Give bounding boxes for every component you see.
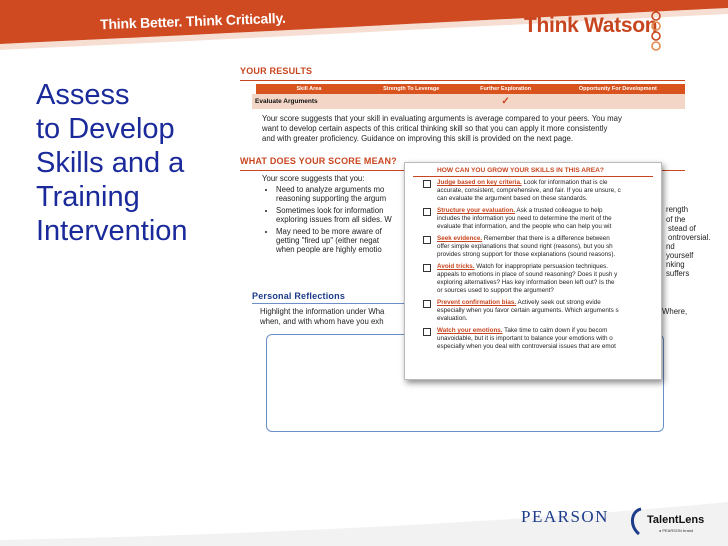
reflections-overflow-text: Where, [662,307,688,316]
divider [240,80,685,81]
tip-item: Prevent confirmation bias. Actively seek out strong evide especially when you favor certain arguments. Which arguments s evaluation. [405,299,661,323]
pearson-logo: PEARSON [521,507,609,526]
list-item: • May need to be more aware of getting "fired up" (either negat when people are highly emotio [276,227,685,254]
list-item: • Need to analyze arguments mo reasoning supporting the argum [276,185,685,203]
footer-band [0,488,728,546]
title-line: Intervention [36,215,188,247]
title-line: Skills and a [36,147,185,179]
checkbox-icon [423,328,431,336]
checkbox-icon [423,208,431,216]
meaning-heading: WHAT DOES YOUR SCORE MEAN? [240,156,397,166]
results-table [252,84,685,109]
title-line: Training [36,181,140,213]
bullet-overflow-text: rength of the [666,205,689,224]
table-header: Further Exploration [461,84,551,94]
exploration-cell: ✓ [461,94,551,109]
brand-name: Think Watson [524,14,658,37]
checkbox-icon [423,264,431,272]
tip-item: Judge based on key criteria. Look for information that is cle accurate, consistent, comprehensive, and fair. If you are unsure, c can evaluate the argument based on these standards. [405,179,661,203]
development-cell [551,94,685,109]
table-row [252,94,685,109]
summary-paragraph [262,114,672,144]
table-header: Opportunity For Development [551,84,685,94]
summary-line: Your score suggests that your skill in evaluating arguments is average compared to your peers. You may [262,114,622,123]
talentlens-subtext: a PEARSON brand [659,528,694,533]
strength-cell [362,94,461,109]
bullet-overflow-text: nd yourself nking suffers [666,242,694,278]
brand-logo-icon [648,10,664,54]
title-line: to Develop [36,113,175,145]
bullet-overflow-text: stead of ontroversial. [668,224,711,242]
slide-title [36,78,226,248]
tip-item: Structure your evaluation. Ask a trusted colleague to help includes the information you need to determine the merit of the evaluate that information, and the people who can help you wit [405,207,661,231]
meaning-intro: Your score suggests that you: [262,174,365,183]
skill-cell: Evaluate Arguments [252,94,362,109]
growth-tips-card [404,162,662,380]
tagline: Think Better. Think Critically. [99,9,286,33]
table-header: Strength To Leverage [362,84,461,94]
table-header: Skill Area [256,84,362,94]
title-line: Assess [36,79,130,111]
summary-line: and with greater proficiency. Guidance on improving this skill is provided on the next page. [262,134,574,143]
table-header-row [252,84,685,94]
summary-line: want to develop certain aspects of this critical thinking skill so that you can apply it more consistently [262,124,608,133]
tip-item: Watch your emotions. Take time to calm down if you becom unavoidable, but it is important to balance your emotions with o especially when you deal with controversial issues that are emot [405,327,661,351]
checkbox-icon [423,300,431,308]
talentlens-name: TalentLens [647,514,705,526]
list-item: • Sometimes look for information exploring issues from all sides. W [276,206,685,224]
checkbox-icon [423,236,431,244]
talentlens-logo-icon [627,506,647,538]
divider [413,176,653,177]
tip-item: Seek evidence. Remember that there is a difference between offer simple explanations that sound right (reasons), but you sh provides strong support for those explanations (sound reasons). [405,235,661,259]
results-heading: YOUR RESULTS [240,66,313,76]
tips-heading: HOW CAN YOU GROW YOUR SKILLS IN THIS AREA? [437,167,604,174]
reflections-text: Highlight the information under Wha when, and with whom have you exh [260,307,385,326]
reflections-heading: Personal Reflections [252,291,346,301]
tip-item: Avoid tricks. Watch for inappropriate persuasion techniques. appeals to emotions in place of sound reasoning? Does it push y exploring alternatives? Has key information been left out? Is the or sources used to support the argument? [405,263,661,295]
checkbox-icon [423,180,431,188]
